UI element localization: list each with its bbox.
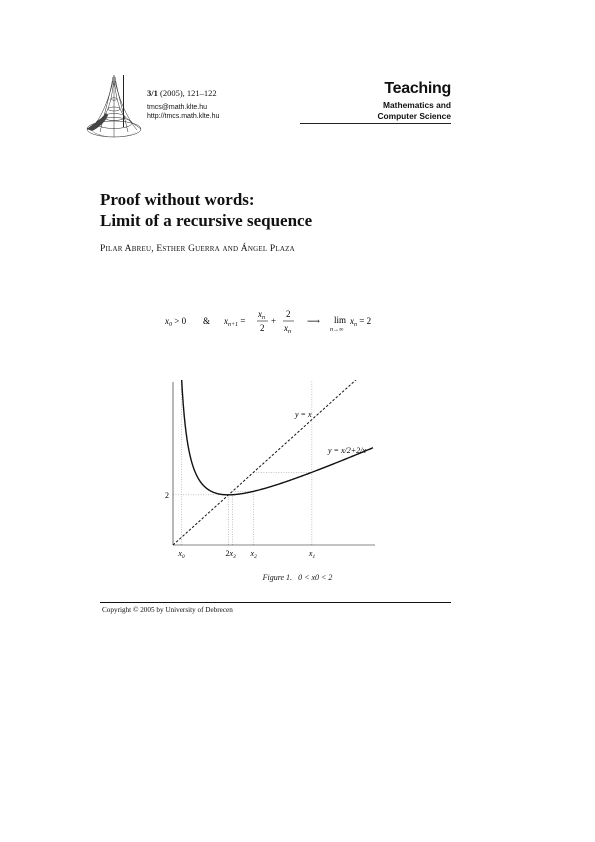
- identity-line: [173, 380, 373, 545]
- brand-rule: [300, 123, 451, 124]
- x-tick-x2: $x_2$: [250, 549, 257, 560]
- volume-number: 3/1: [147, 88, 158, 98]
- identity-label: y = x: [295, 410, 312, 419]
- caption-text: 0 < x0 < 2: [298, 573, 333, 582]
- formula-condition: $x_0 > 0$: [165, 316, 187, 328]
- y-tick-2: 2: [165, 490, 169, 500]
- footer-rule: [100, 602, 451, 603]
- caption-label: Figure 1.: [262, 573, 293, 582]
- title-line-2: Limit of a recursive sequence: [100, 211, 313, 230]
- journal-logo-icon: [86, 73, 142, 139]
- formula-lhs: $x_{n+1}$ =: [224, 316, 246, 328]
- year-pages: (2005), 121–122: [160, 88, 217, 98]
- x-tick-x1: $x_1$: [308, 549, 316, 560]
- formula-lim: lim: [334, 315, 347, 325]
- x-tick-labels: [177, 549, 315, 560]
- frac2-denominator: $x_n$: [284, 323, 291, 335]
- recurrence-formula: [165, 305, 395, 341]
- recursion-curve: [181, 380, 373, 495]
- frac1-numerator: $x_n$: [258, 309, 265, 321]
- formula-amp: &: [203, 316, 211, 326]
- frac1-denominator: 2: [260, 323, 265, 333]
- x-tick-x0: $x_0$: [178, 549, 185, 560]
- brand-title: Teaching: [384, 80, 451, 97]
- guide-lines: [173, 380, 362, 545]
- x-tick-2: 2: [225, 549, 230, 558]
- copyright-notice: Copyright © 2005 by University of Debrecen: [102, 606, 233, 614]
- title-line-1: Proof without words:: [100, 190, 255, 209]
- journal-url-link[interactable]: http://tmcs.math.klte.hu: [147, 113, 220, 120]
- brand-subtitle-line1: Mathematics and: [383, 100, 451, 110]
- brand-subtitle-line2: Computer Science: [377, 111, 451, 121]
- formula-lim-subscript: n→∞: [330, 327, 344, 333]
- frac2-numerator: 2: [286, 309, 291, 319]
- formula-plus: +: [271, 316, 277, 326]
- cobweb-figure: [165, 380, 385, 560]
- journal-reference: [147, 88, 217, 98]
- article-authors: Pilar Abreu, Esther Guerra and Ángel Plaza: [100, 244, 295, 254]
- formula-arrow: ⟶: [307, 316, 320, 326]
- curve-label: y = x/2+2/x: [328, 446, 366, 455]
- figure-caption: [100, 573, 495, 582]
- header-divider: [123, 75, 124, 127]
- x-tick-x3: $x_3$: [229, 549, 236, 560]
- journal-email-link[interactable]: tmcs@math.klte.hu: [147, 104, 208, 111]
- article-title: [100, 189, 312, 231]
- formula-limit-value: $x_n = 2$: [350, 316, 372, 328]
